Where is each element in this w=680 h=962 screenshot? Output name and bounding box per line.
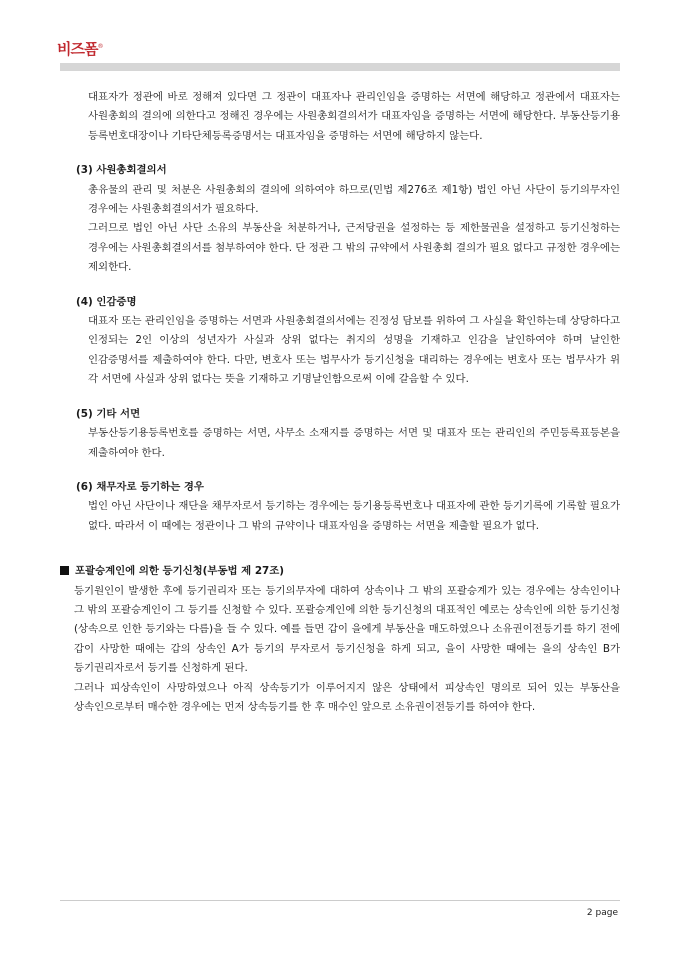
section-heading-3: (3) 사원총회결의서 — [76, 164, 167, 177]
document-body — [60, 88, 620, 717]
main-section-paragraph-2: 그러나 피상속인이 사망하였으나 아직 상속등기가 이루어지지 않은 상태에서 피상속인 명의로 되어 있는 부동산을 상속인으로부터 매수한 경우에는 먼저 상속등기를 한 후 매수인 앞으로 소유권이전등기를 하여야 한다. — [74, 681, 620, 713]
header-bar — [60, 63, 620, 71]
section-5-paragraph-1: 부동산등기용등록번호를 증명하는 서면, 사무소 소재지를 증명하는 서면 및 대표자 또는 관리인의 주민등록표등본을 제출하여야 한다. — [88, 427, 620, 459]
footer-divider — [60, 900, 620, 901]
main-section-heading — [60, 562, 620, 581]
section-6-paragraph-1: 법인 아닌 사단이나 재단을 채무자로서 등기하는 경우에는 등기용등록번호나 대표자에 관한 등기기록에 기록할 필요가 없다. 따라서 이 때에는 정관이나 그 밖의 규약이나 대표자임을 증명하는 서면을 제출할 필요가 없다. — [88, 500, 620, 532]
logo-text: 비즈폼 — [57, 40, 98, 58]
section-heading-6: (6) 채무자로 등기하는 경우 — [76, 480, 204, 493]
section-4-paragraph-1: 대표자 또는 관리인임을 증명하는 서면과 사원총회결의서에는 진정성 담보를 위하여 그 사실을 확인하는데 상당하다고 인정되는 2인 이상의 성년자가 사실과 상위 없다는 취지의 성명을 기재하고 인감을 날인하여야 하며 날인한 인감증명서를 제출하여야 한다. 다만, 변호사 또는 법무사가 등기신청을 대리하는 경우에는 변호사 또는 법무사가 위 각 서면에 사실과 상위 없다는 뜻을 기재하고 기명날인함으로써 이에 갈음할 수 있다. — [88, 315, 620, 386]
page-number: 2 page — [586, 908, 618, 918]
section-heading-5: (5) 기타 서면 — [76, 407, 141, 420]
main-section-paragraph-1: 등기원인이 발생한 후에 등기권리자 또는 등기의무자에 대하여 상속이나 그 밖의 포괄승계가 있는 경우에는 상속인이나 그 밖의 포괄승계인이 그 등기를 신청할 수 있다. 포괄승계인에 의한 등기신청의 대표적인 예로는 상속인에 의한 등기신청(상속으로 인한 등기와는 다름)을 들 수 있다. 예를 들면 갑이 을에게 부동산을 매도하였으나 소유권이전등기를 하기 전에 갑이 사망한 때에는 갑의 상속인 A가 등기의 무자로서 등기신청을 하게 되고, 을이 사망한 때에는 을의 상속인 B가 등기권리자로서 등기를 신청하게 된다. — [74, 584, 620, 675]
bizforms-logo — [57, 38, 103, 62]
main-section-title: 포괄승계인에 의한 등기신청(부동법 제 27조) — [75, 565, 285, 578]
section-heading-4: (4) 인감증명 — [76, 295, 137, 308]
section-3-paragraph-2: 그러므로 법인 아닌 사단 소유의 부동산을 처분하거나, 근저당권을 설정하는 등 제한물권을 설정하고 등기신청하는 경우에는 사원총회결의서를 첨부하여야 한다. 단 정관 그 밖의 규약에서 사원총회 결의가 필요 없다고 규정한 경우에는 제외한다. — [88, 222, 620, 274]
section-3-paragraph-1: 총유물의 관리 및 처분은 사원총회의 결의에 의하여야 하므로(민법 제276조 제1항) 법인 아닌 사단이 등기의무자인 경우에는 사원총회결의서가 필요하다. — [88, 183, 620, 216]
intro-paragraph: 대표자가 정관에 바로 정해져 있다면 그 정관이 대표자나 관리인임을 증명하는 서면에 해당하고 정관에서 대표자는 사원총회의 결의에 의한다고 정해진 경우에는 사원총회결의서가 대표자임을 증명하는 서면에 해당한다. 부동산등기용 등록번호대장이나 기타단체등록증명서는 대표자임을 증명하는 서면에 해당하지 않는다. — [88, 91, 620, 142]
registered-mark: ® — [97, 43, 104, 50]
square-bullet-icon — [60, 566, 69, 575]
